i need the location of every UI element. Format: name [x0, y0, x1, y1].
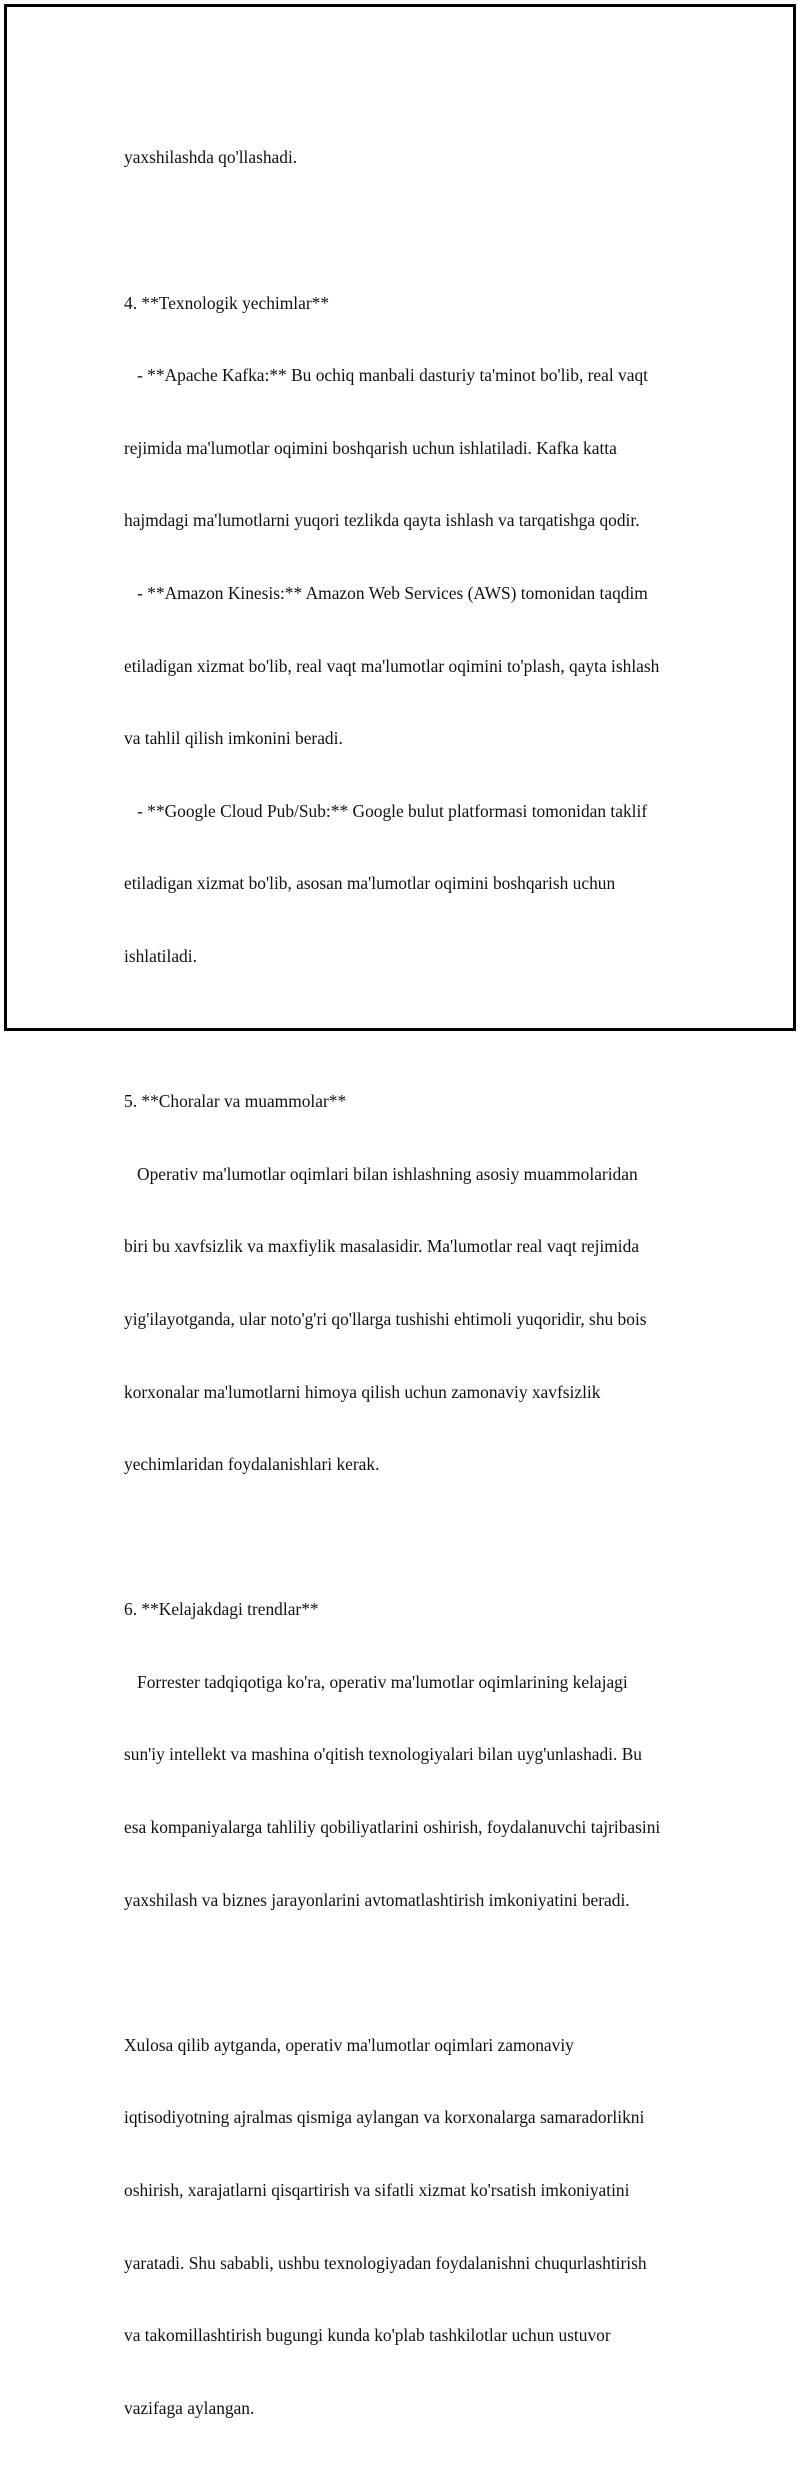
text-line: - **Google Cloud Pub/Sub:** Google bulut platformasi tomonidan taklif — [124, 800, 648, 821]
text-line: yaratadi. Shu sababli, ushbu texnologiyadan foydalanishni chuqurlashtirish — [124, 2252, 647, 2273]
text-line: esa kompaniyalarga tahliliy qobiliyatlarini oshirish, foydalanuvchi tajribasini — [124, 1817, 661, 1838]
text-line — [124, 1525, 724, 1549]
text-line: Xulosa qilib aytganda, operativ ma'lumotlar oqimlari zamonaviy — [124, 2034, 574, 2055]
text-line: ishlatiladi. — [124, 945, 197, 966]
text-line: yaxshilash va biznes jarayonlarini avtomatlashtirish imkoniyatini beradi. — [124, 1889, 630, 1910]
text-line: vazifaga aylangan. — [124, 2397, 255, 2418]
text-line — [124, 1017, 724, 1041]
text-line: va tahlil qilish imkonini beradi. — [124, 728, 343, 749]
text-line: sun'iy intellekt va mashina o'qitish texnologiyalari bilan uyg'unlashadi. Bu — [124, 1744, 642, 1765]
page-border — [4, 4, 796, 2418]
text-line: yig'ilayotganda, ular noto'g'ri qo'llarga tushishi ehtimoli yuqoridir, shu bois — [124, 1308, 647, 1329]
text-line: iqtisodiyotning ajralmas qismiga aylangan va korxonalarga samaradorlikni — [124, 2107, 645, 2128]
document-body — [124, 97, 724, 2468]
text-line: va takomillashtirish bugungi kunda ko'plab tashkilotlar uchun ustuvor — [124, 2325, 611, 2346]
text-line: etiladigan xizmat bo'lib, asosan ma'lumotlar oqimini boshqarish uchun — [124, 873, 616, 894]
text-line: 4. **Texnologik yechimlar** — [124, 292, 330, 313]
text-line — [124, 218, 724, 242]
text-line: Forrester tadqiqotiga ko'ra, operativ ma'lumotlar oqimlarining kelajagi — [124, 1671, 628, 1692]
text-line: yaxshilashda qo'llashadi. — [124, 147, 298, 168]
text-line: - **Apache Kafka:** Bu ochiq manbali dasturiy ta'minot bo'lib, real vaqt — [124, 365, 648, 386]
text-line: oshirish, xarajatlarni qisqartirish va sifatli xizmat ko'rsatish imkoniyatini — [124, 2180, 630, 2201]
text-line: biri bu xavfsizlik va maxfiylik masalasidir. Ma'lumotlar real vaqt rejimida — [124, 1236, 640, 1257]
text-line — [124, 1960, 724, 1984]
text-line: yechimlaridan foydalanishlari kerak. — [124, 1454, 380, 1475]
text-line: - **Amazon Kinesis:** Amazon Web Services (AWS) tomonidan taqdim — [124, 582, 648, 603]
text-line: etiladigan xizmat bo'lib, real vaqt ma'lumotlar oqimini to'plash, qayta ishlash — [124, 655, 660, 676]
text-line: korxonalar ma'lumotlarni himoya qilish uchun zamonaviy xavfsizlik — [124, 1381, 601, 1402]
text-line: hajmdagi ma'lumotlarni yuqori tezlikda qayta ishlash va tarqatishga qodir. — [124, 510, 640, 531]
text-line: Operativ ma'lumotlar oqimlari bilan ishlashning asosiy muammolaridan — [124, 1163, 638, 1184]
text-line: 6. **Kelajakdagi trendlar** — [124, 1599, 319, 1620]
text-line: rejimida ma'lumotlar oqimini boshqarish uchun ishlatiladi. Kafka katta — [124, 437, 617, 458]
text-line: 5. **Choralar va muammolar** — [124, 1091, 347, 1112]
